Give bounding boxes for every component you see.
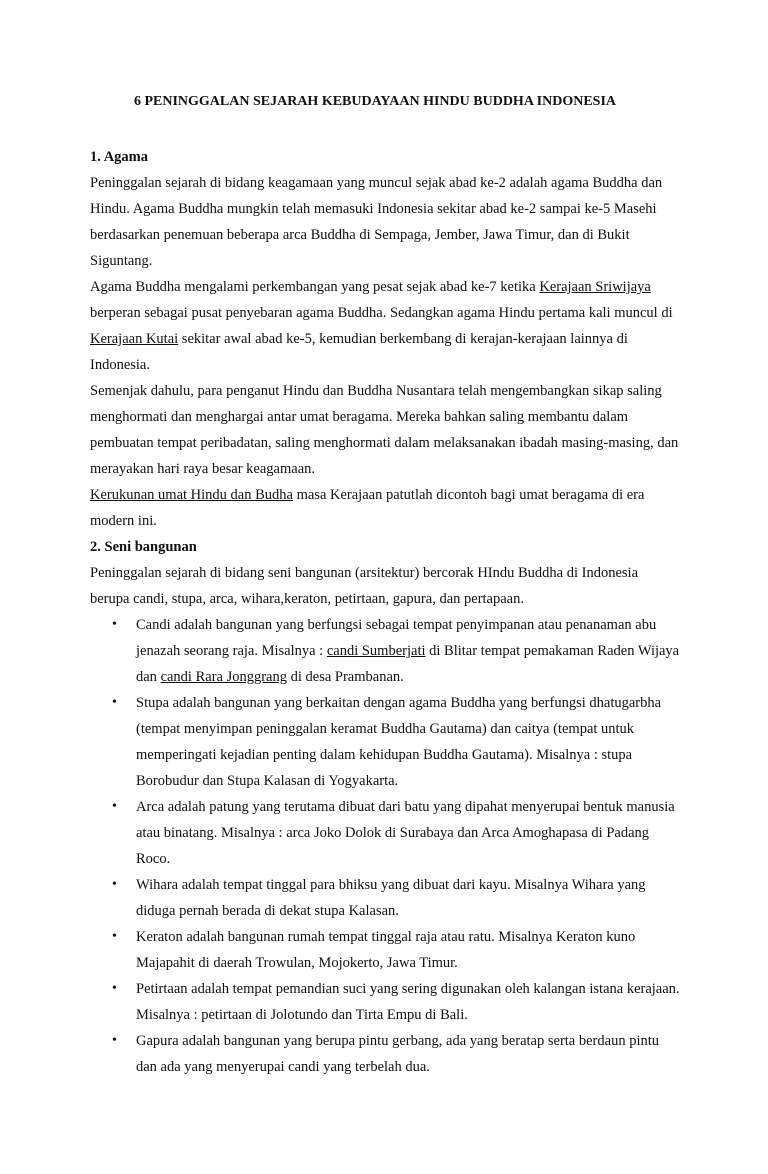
bullet-icon: • xyxy=(112,1033,117,1048)
section-seni-bangunan xyxy=(90,534,680,1080)
list-item-text: Keraton adalah bangunan rumah tempat tinggal raja atau ratu. Misalnya Keraton kuno Majapahit di daerah Trowulan, Mojokerto, Jawa Timur. xyxy=(136,929,636,971)
list-item-keraton xyxy=(90,924,680,976)
link-kerajaan-sriwijaya[interactable]: Kerajaan Sriwijaya xyxy=(539,279,651,295)
list-item-petirtaan xyxy=(90,976,680,1028)
bullet-list xyxy=(90,612,680,1080)
paragraph-text: Agama Buddha mengalami perkembangan yang pesat sejak abad ke-7 ketika xyxy=(90,279,540,295)
link-kerajaan-kutai[interactable]: Kerajaan Kutai xyxy=(90,331,179,347)
document-title: 6 PENINGGALAN SEJARAH KEBUDAYAAN HINDU BUDDHA INDONESIA xyxy=(133,94,617,109)
bullet-icon: • xyxy=(112,929,117,944)
paragraph-text: masa Kerajaan patutlah dicontoh bagi umat beragama di era modern ini. xyxy=(90,487,645,529)
paragraph: Peninggalan sejarah di bidang keagamaan yang muncul sejak abad ke-2 adalah agama Buddha dan Hindu. Agama Buddha mungkin telah memasuki Indonesia sekitar abad ke-2 sampai ke-5 Masehi berdasarkan penemuan beberapa arca Buddha di Sempaga, Jember, Jawa Timur, dan di Bukit Siguntang. xyxy=(90,175,663,269)
paragraph: Semenjak dahulu, para penganut Hindu dan Buddha Nusantara telah mengembangkan sikap saling menghormati dan menghargai antar umat beragama. Mereka bahkan saling membantu dalam pembuatan tempat peribadatan, saling menghormati dalam melaksanakan ibadah masing-masing, dan merayakan hari raya besar keagamaan. xyxy=(90,383,679,477)
link-kerukunan-umat[interactable]: Kerukunan umat Hindu dan Budha xyxy=(90,487,293,503)
paragraph xyxy=(90,482,680,534)
list-item-text: Arca adalah patung yang terutama dibuat dari batu yang dipahat menyerupai bentuk manusia atau binatang. Misalnya : arca Joko Dolok di Surabaya dan Arca Amoghapasa di Padang Roco. xyxy=(136,799,675,867)
bullet-icon: • xyxy=(112,877,117,892)
list-item-gapura xyxy=(90,1028,680,1080)
list-item-candi xyxy=(90,612,680,690)
paragraph xyxy=(90,274,680,378)
list-item-text: Wihara adalah tempat tinggal para bhiksu yang dibuat dari kayu. Misalnya Wihara yang diduga pernah berada di dekat stupa Kalasan. xyxy=(136,877,646,919)
list-item-text: Gapura adalah bangunan yang berupa pintu gerbang, ada yang beratap serta berdaun pintu dan ada yang menyerupai candi yang terbelah dua. xyxy=(136,1033,659,1075)
paragraph: Peninggalan sejarah di bidang seni bangunan (arsitektur) bercorak HIndu Buddha di Indonesia berupa candi, stupa, arca, wihara,keraton, petirtaan, gapura, dan pertapaan. xyxy=(90,565,639,607)
list-item-text: di desa Prambanan. xyxy=(287,669,404,685)
list-item-arca xyxy=(90,794,680,872)
section-heading-seni-bangunan: 2. Seni bangunan xyxy=(90,539,197,555)
list-item-text: Stupa adalah bangunan yang berkaitan dengan agama Buddha yang berfungsi dhatugarbha (tempat menyimpan peninggalan keramat Buddha Gautama) dan caitya (tempat untuk memperingati kejadian penting dalam kehidupan Buddha Gautama). Misalnya : stupa Borobudur dan Stupa Kalasan di Yogyakarta. xyxy=(136,695,662,789)
bullet-icon: • xyxy=(112,799,117,814)
bullet-icon: • xyxy=(112,695,117,710)
bullet-icon: • xyxy=(112,617,117,632)
list-item-stupa xyxy=(90,690,680,794)
document-page xyxy=(90,90,680,1080)
paragraph-text: sekitar awal abad ke-5, kemudian berkembang di kerajan-kerajaan lainnya di Indonesia. xyxy=(90,331,628,373)
section-agama xyxy=(90,144,680,534)
list-item-text: Candi adalah bangunan yang berfungsi sebagai tempat penyimpanan atau penanaman abu jenazah seorang raja. Misalnya : xyxy=(136,617,657,659)
list-item-wihara xyxy=(90,872,680,924)
list-item-text: Petirtaan adalah tempat pemandian suci yang sering digunakan oleh kalangan istana kerajaan. Misalnya : petirtaan di Jolotundo dan Tirta Empu di Bali. xyxy=(136,981,680,1023)
section-heading-agama: 1. Agama xyxy=(90,149,148,165)
bullet-icon: • xyxy=(112,981,117,996)
link-candi-sumberjati[interactable]: candi Sumberjati xyxy=(326,643,426,659)
paragraph-text: berperan sebagai pusat penyebaran agama Buddha. Sedangkan agama Hindu pertama kali muncul di xyxy=(90,305,673,321)
link-candi-rara-jonggrang[interactable]: candi Rara Jonggrang xyxy=(160,669,287,685)
list-item-text: di Blitar tempat pemakaman Raden Wijaya dan xyxy=(136,643,680,685)
